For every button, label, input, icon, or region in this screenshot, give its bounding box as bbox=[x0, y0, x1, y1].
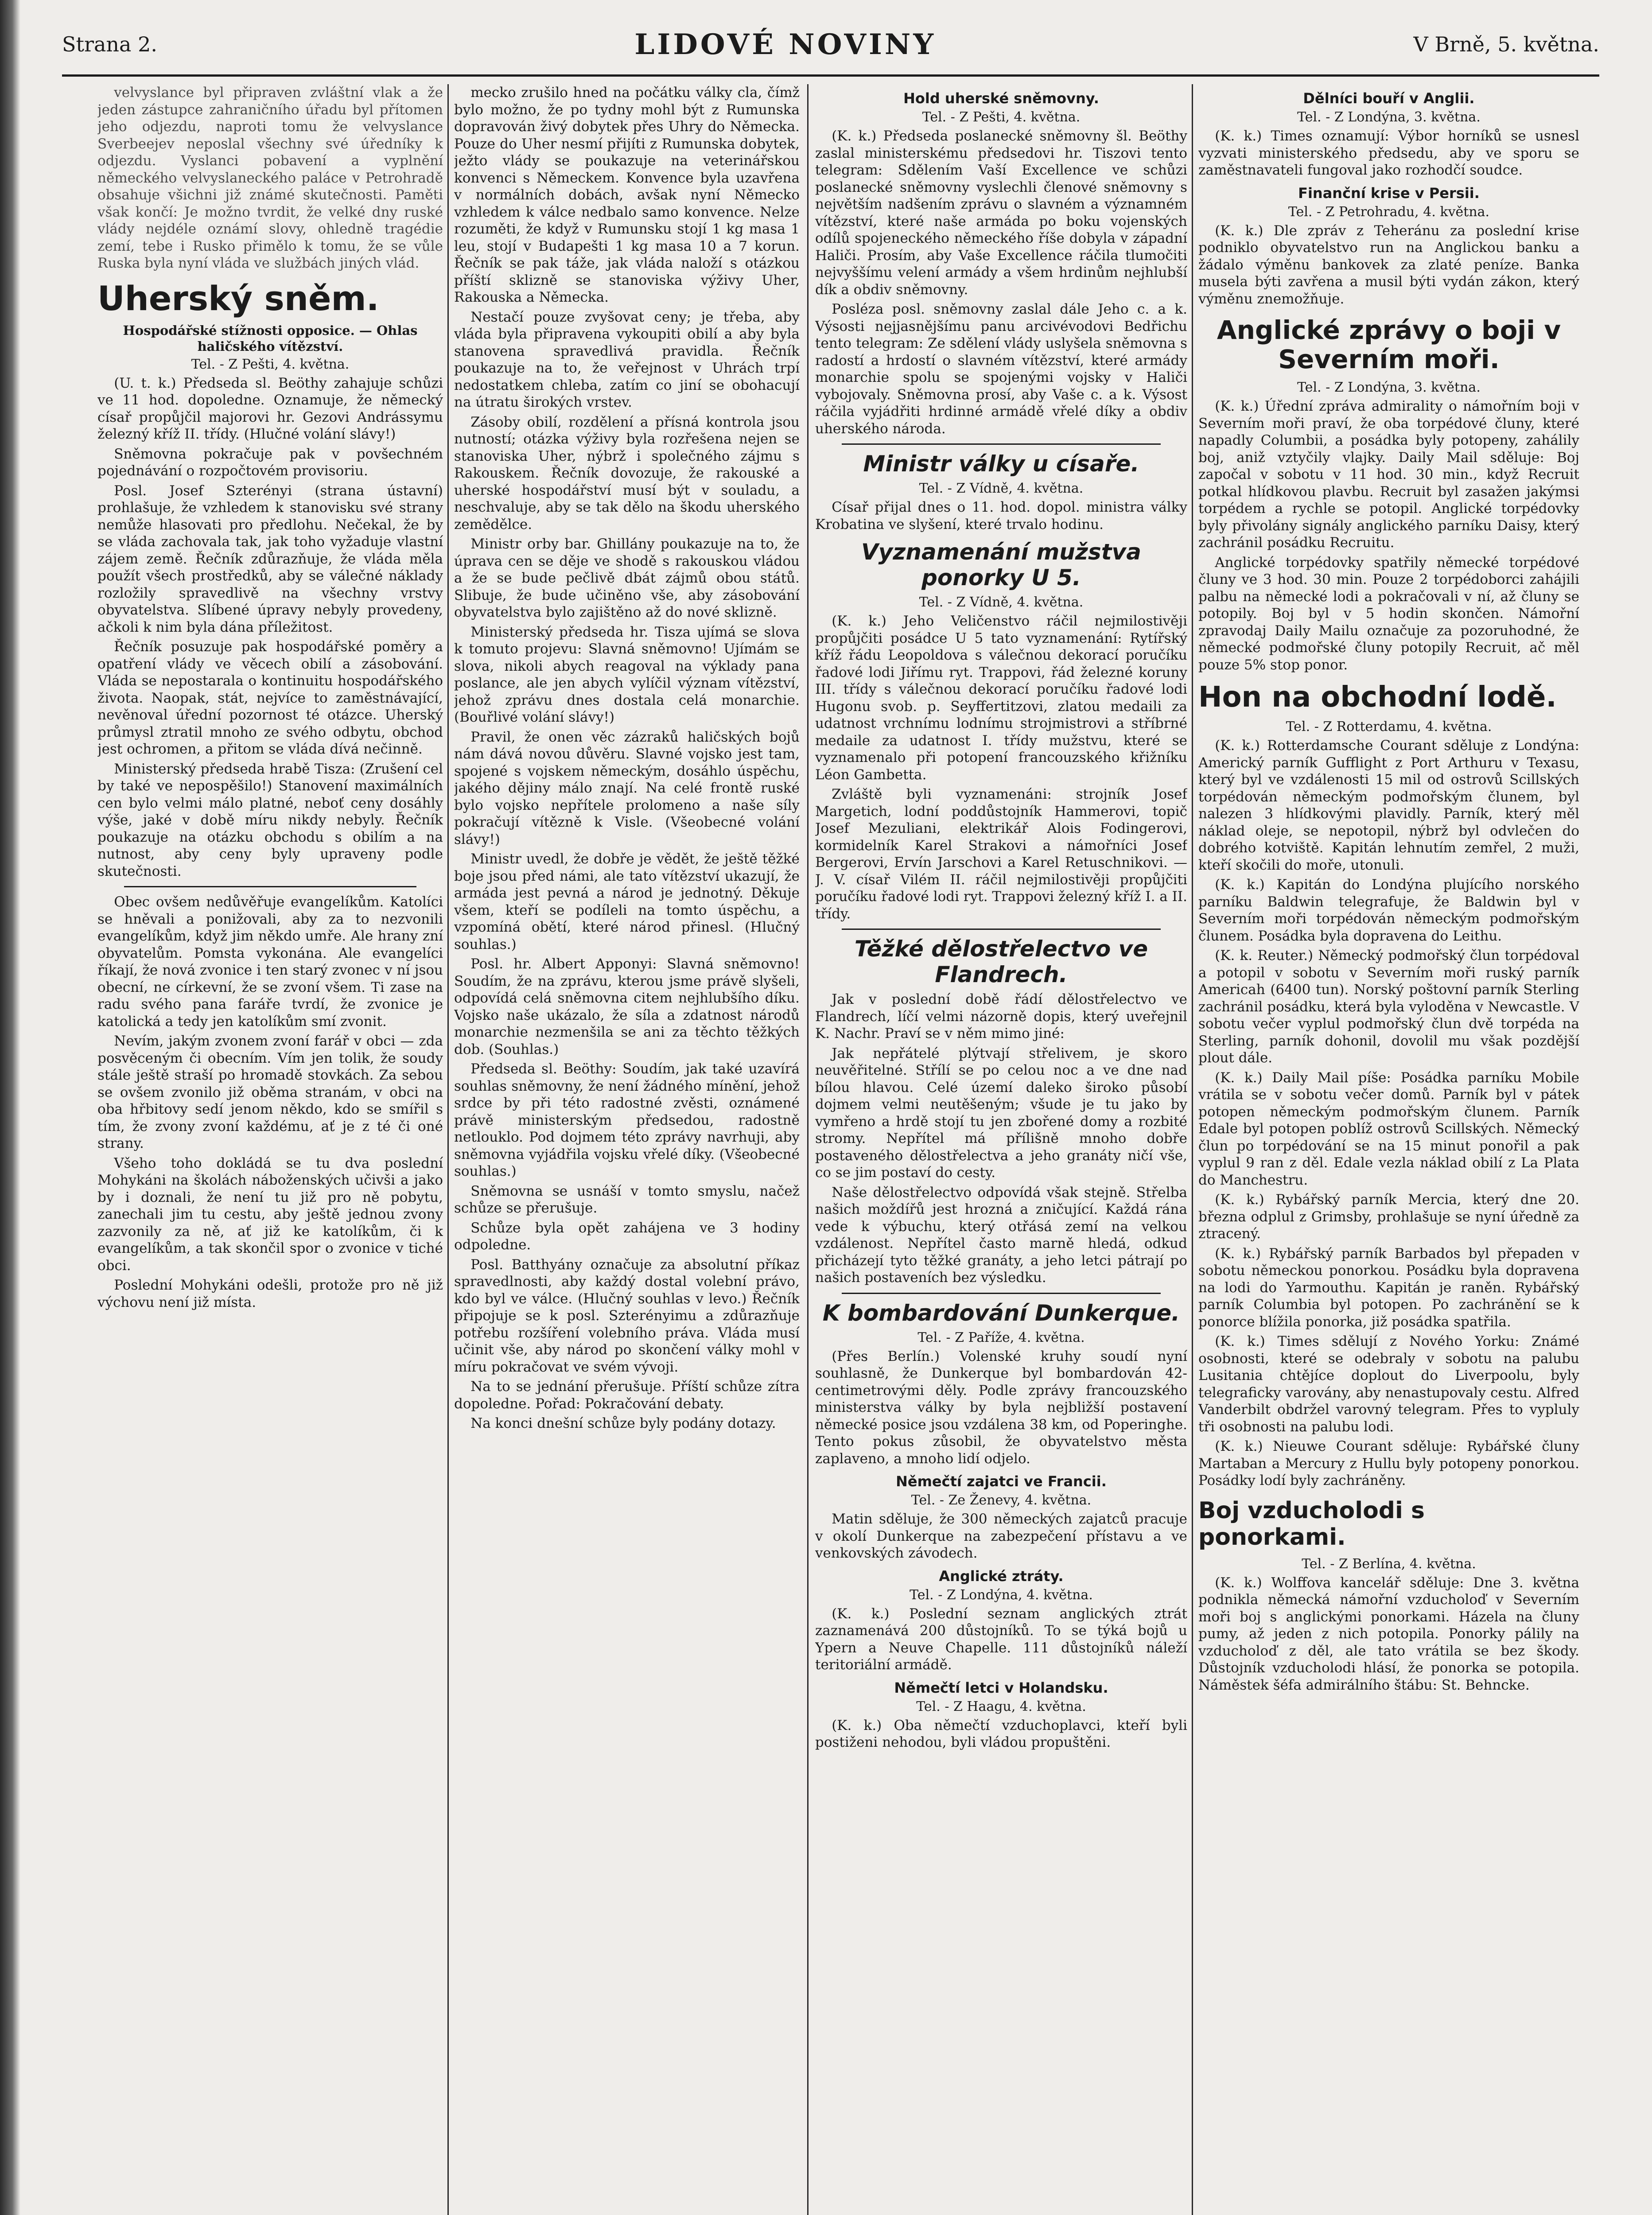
column-1 bbox=[97, 84, 443, 2215]
dateline: Tel. - Z Vídně, 4. května. bbox=[919, 595, 1084, 610]
paragraph: Posl. hr. Albert Apponyi: Slavná sněmovno! Soudím, že na zprávu, kterou jsme právě slyšeli, odpovídá celá sněmovna citem nejhlubšího díku. Vojsko naše ukázalo, že síla a zdatnost národů monarchie nezmenšila se ani za těchto těžkých dob. (Souhlas.) bbox=[454, 956, 800, 1057]
paragraph: (K. k.) Wolffova kancelář sděluje: Dne 3. května podnikla německá námořní vzducholoď v Severním moři boj s anglickými ponorkami. Házela na čluny pumy, až jeden z nich potopila. Ponorky pálily na vzducholoď z děl, ale tato vrátila se bez škody. Důstojník vzducholodi hlásí, že ponorka se potopila. Náměstek šéfa admirálního štábu: St. Behncke. bbox=[1198, 1574, 1579, 1693]
paragraph: (K. k.) Daily Mail píše: Posádka parníku Mobile vrátila se v sobotu večer domů. Parník byl v pátek potopen německým podmořským člunem. Parník Edale byl potopen poblíž ostrovů Scillských. Německý člun po torpédování se na 15 minut ponořil a pak vyplul 9 ran z děl. Edale vezla náklad obilí z La Plata do Manchestru. bbox=[1198, 1069, 1579, 1188]
article-separator bbox=[842, 443, 1161, 445]
paragraph: (Přes Berlín.) Volenské kruhy soudí nyní souhlasně, že Dunkerque byl bombardován 42-centimetrovými děly. Podle zprávy francouzského ministerstva války by byla nejbližší postavení německé posice jsou vzdálena 38 km, od Poperinghe. Tento pokus zůsobil, že obyvatelstvo města zaplaveno, a mnoho lidí odjelo. bbox=[815, 1348, 1187, 1467]
paragraph: Ministerský předseda hrabě Tisza: (Zrušení cel by také ve nepospěšilo!) Stanovení maximálních cen bylo velmi málo platné, neboť ceny dosáhly výše, jaké v době míru nikdy nebyly. Řečník poukazuje na otázku obchodu s obilím a na nutnost, aby ceny byly upraveny podle skutečnosti. bbox=[97, 761, 443, 879]
paragraph: (K. k.) Předseda poslanecké sněmovny šl. Beöthy zaslal ministerskému předsedovi hr. Tiszovi tento telegram: Sdělením Vaší Excellence ve schůzi poslanecké sněmovny vyslechli členové sněmovny s největším nadšením zprávu o slavném a významném vítězství, které naše armáda po boku vojenských odílů spojeneckého německého říše dobyla v západní Haliči. Prosím, aby Vaše Excellence ráčila tlumočiti nejvyššímu velení armády a všem hrdinům nejhlubší dík a obdiv sněmovny. bbox=[815, 128, 1187, 298]
paragraph: Poslední Mohykáni odešli, protože pro ně již výchovu není již místa. bbox=[97, 1277, 443, 1310]
dateline: Tel. - Z Londýna, 3. května. bbox=[1297, 380, 1481, 395]
section-title: Němečtí zajatci ve Francii. bbox=[896, 1473, 1107, 1490]
paragraph: (K. k.) Poslední seznam anglických ztrát zaznamenává 200 důstojníků. To se týká bojů u Ypern a Neuve Chapelle. 111 důstojníků náleží teritoriální armádě. bbox=[815, 1605, 1187, 1673]
paragraph: Nevím, jakým zvonem zvoní farář v obci — zda posvěceným či obecním. Vím jen tolik, že soudy stále ještě straší po hromadě stovkách. Za sebou se ovšem zvonilo již oběma stranám, v obci na oba hřbitovy sedí jenom někdo, kdo se smířil s tím, že zvony zvoní každému, ať je z té či oné strany. bbox=[97, 1033, 443, 1151]
paragraph: Matin sděluje, že 300 německých zajatců pracuje v okolí Dunkerque na zabezpečení přístavu a ve venkovských závodech. bbox=[815, 1511, 1187, 1561]
paragraph: Ministr orby bar. Ghillány poukazuje na to, že úprava cen se děje ve shodě s rakouskou vládou a že se bude pečlivě dbát zájmů obou států. Slibuje, že bude učiněno vše, aby zásobování obyvatelstva bylo zajištěno až do nové sklizně. bbox=[454, 536, 800, 620]
paragraph: Předseda sl. Beöthy: Soudím, jak také uzavírá souhlas sněmovny, že není žádného mínění, jehož srdce by při této radostné zvěsti, oznámené právě ministerským předsedou, radostně netlouklo. Pod dojmem této zprávy navrhuji, aby sněmovna vyjádřila vojsku vřelé díky. (Všeobecné souhlas.) bbox=[454, 1061, 800, 1179]
subheadline: Hospodářské stížnosti opposice. — Ohlas haličského vítězství. bbox=[123, 323, 418, 354]
section-title: Boj vzducholodi s ponorkami. bbox=[1198, 1497, 1425, 1550]
column-3 bbox=[815, 84, 1187, 2215]
dateline: Tel. - Ze Ženevy, 4. května. bbox=[911, 1492, 1092, 1508]
paragraph: Císař přijal dnes o 11. hod. dopol. ministra války Krobatina ve slyšení, které trvalo hodinu. bbox=[815, 499, 1187, 532]
section-title: Ministr války u císaře. bbox=[863, 451, 1139, 477]
section-title: Němečtí letci v Holandsku. bbox=[894, 1679, 1108, 1696]
paragraph: (K. k.) Oba němečtí vzduchoplavci, kteří byli postiženi nehodou, byli vládou propuštěni. bbox=[815, 1717, 1187, 1750]
paragraph: (K. k.) Rybářský parník Barbados byl přepaden v sobotu německou ponorkou. Posádku byla dopravena na lodi do Yarmouthu. Kapitán je raněn. Rybářský parník Columbia byl potopen. Po zachránění se k ponorce blížila ponorka, již posádka spatřila. bbox=[1198, 1245, 1579, 1330]
paragraph: Jak v poslední době řádí dělostřelectvo ve Flandrech, líčí velmi názorně dopis, který uveřejnil K. Nachr. Praví se v něm mimo jiné: bbox=[815, 991, 1187, 1041]
paragraph: (U. t. k.) Předseda sl. Beöthy zahajuje schůzi ve 11 hod. dopoledne. Oznamuje, že německý císař propůjčil majorovi hr. Gezovi Andrássymu železný kříž II. třídy. (Hlučné volání slávy!) bbox=[97, 375, 443, 442]
section-title: Hold uherské sněmovny. bbox=[903, 90, 1099, 107]
section-title: Anglické zprávy o boji v Severním moři. bbox=[1217, 315, 1561, 374]
section-title: Dělníci bouří v Anglii. bbox=[1303, 90, 1475, 107]
paragraph: Jak nepřátelé plýtvají střelivem, je skoro neuvěřitelné. Střílí se po celou noc a ve dne nad bílou hlavou. Celé území daleko široko působí dojmem velmi neutěšeným; všude je tu jako by vymřeno a hrdě stojí tu jen zbořené domy a rozbité stromy. Nepřítel má přílišně mnoho dobře postaveného dělostřelectva a jeho granáty ničí vše, co se jim postaví do cesty. bbox=[815, 1045, 1187, 1181]
paragraph: Naše dělostřelectvo odpovídá však stejně. Střelba našich moždířů jest hrozná a zničující. Každá rána vede k výbuchu, který otřásá zemí na velkou vzdálenost. Nepřítel často marně hledá, odkud přicházejí tyto těžké granáty, a jeho letci pátrají po našich postaveních bez výsledku. bbox=[815, 1184, 1187, 1286]
paragraph: Všeho toho dokládá se tu dva poslední Mohykáni na školách náboženských učivši a jako by i doznali, že není tu již pro ně pobytu, zanechali jim tu cestu, aby ještě jednou zvony zazvonily za ně, ať již ke katolíkům, či k evangelíkům, a tak skončil spor o zvonice v tiché obci. bbox=[97, 1155, 443, 1274]
paragraph: (K. k.) Rybářský parník Mercia, který dne 20. března odplul z Grimsby, prohlašuje se nyní úředně za ztracený. bbox=[1198, 1192, 1579, 1242]
section-title: Hon na obchodní lodě. bbox=[1198, 681, 1557, 714]
paragraph: (K. k. Reuter.) Německý podmořský člun torpédoval a potopil v sobotu v Severním moři ruský parník Americah (6400 tun). Norský poštovní parník Sterling zachránil posádku, která byla vyloděna v Newcastle. V sobotu večer vyplul podmořský člun dvě torpéda na Sterling, parník dohonil, dovolil mu však pozdější plout dále. bbox=[1198, 948, 1579, 1066]
dateline: Tel. - Z Londýna, 4. května. bbox=[910, 1587, 1093, 1603]
dateline: Tel. - Z Pešti, 4. května. bbox=[191, 356, 350, 372]
paragraph: (K. k.) Dle zpráv z Teheránu za poslední krise podniklo obyvatelstvo run na Anglickou banku a žádalo výměnu bankovek za zlaté peníze. Banka musela býti zavřena a musil býti vydán zákon, který výměnu znemožňuje. bbox=[1198, 222, 1579, 307]
paragraph: Ministerský předseda hr. Tisza ujímá se slova k tomuto projevu: Slavná sněmovno! Ujímám se slova, nikoli abych reagoval na výklady pana poslance, ale jen abych vylíčil význam vítězství, jehož zprávu dnes dostala celá monarchie. (Bouřlivé volání slávy!) bbox=[454, 624, 800, 725]
column-2 bbox=[454, 84, 800, 2215]
paragraph: Posl. Josef Szterényi (strana ústavní) prohlašuje, že vzhledem k stanovisku své strany nemůže hlasovati pro předlohu. Nečekal, že by se vláda zachovala tak, jak toho vyžaduje vlastní zájem země. Řečník zdůrazňuje, že vláda měla použít všech prostředků, aby se válečné náklady rozložily spravedlivě na všechny vrstvy obyvatelstva. Slíbené úpravy nebyly provedeny, ačkoli k nim byla dána příležitost. bbox=[97, 482, 443, 635]
dateline: Tel. - Z Pešti, 4. května. bbox=[922, 109, 1081, 125]
column-divider bbox=[447, 84, 449, 2215]
dateline: Tel. - Z Paříže, 4. května. bbox=[917, 1329, 1085, 1345]
paragraph: Zásoby obilí, rozdělení a přísná kontrola jsou nutností; otázka výživy byla rozřešena nejen se stanoviska Uher, nýbrž i společného zájmu s Rakouskem. Řečník dovozuje, že rakouské a uherské hospodářství musí být v souladu, a neschvaluje, aby se tak dělo na škodu uherského zemědělce. bbox=[454, 414, 800, 532]
paragraph: (K. k.) Times sdělují z Nového Yorku: Známé osobnosti, které se odebraly v sobotu na palubu Lusitania chtějíce doplout do Liverpoolu, byly telegraficky varovány, aby nenastupovaly cestu. Alfred Vanderbilt obdržel varovný telegram. Přes to vypluly tři osobnosti na palubu lodi. bbox=[1198, 1333, 1579, 1435]
paragraph: Na to se jednání přerušuje. Příští schůze zítra dopoledne. Pořad: Pokračování debaty. bbox=[454, 1379, 800, 1412]
page-binding-edge bbox=[0, 0, 20, 2215]
paragraph: Sněmovna pokračuje pak v povšechném pojednávání o rozpočtovém provisoriu. bbox=[97, 446, 443, 479]
paragraph: (K. k.) Rotterdamsche Courant sděluje z Londýna: Americký parník Gufflight z Port Arthuru v Texasu, který byl ve vzdálenosti 15 mil od ostrovů Scillských torpédován německým podmořským člunem, byl nalezen 3 hlídkovými plavidly. Parník, který měl náklad oleje, se nepotopil, nýbrž byl odvlečen do dobrého kotviště. Kapitán lehnutím zemřel, 2 muži, kteří skočili do moře, utonuli. bbox=[1198, 738, 1579, 873]
paragraph: Řečník posuzuje pak hospodářské poměry a opatření vlády ve věcech obilí a zásobování. Vláda se nepostarala o kontinuitu hospodářského života. Naopak, stát, nejvíce to zaměstnávající, nevěnoval úřední pozornost té otázce. Uherský průmysl ztratil mnoho ze svého odbytu, obchod jest ochromen, a přitom se vláda dívá nečinně. bbox=[97, 639, 443, 757]
dateline: Tel. - Z Londýna, 3. května. bbox=[1297, 109, 1481, 125]
section-title: Vyznamenání mužstva ponorky U 5. bbox=[861, 539, 1141, 591]
paragraph: (K. k.) Times oznamují: Výbor horníků se usnesl vyzvati ministerského předsedu, aby ve sporu se zaměstnavateli fungoval jako rozhodčí soudce. bbox=[1198, 128, 1579, 178]
paragraph: Zvláště byli vyznamenáni: strojník Josef Margetich, lodní poddůstojník Hammerovi, topič Josef Mezuliani, elektrikář Alois Fodingerovi, kormidelník Karel Strakovi a námořníci Josef Bergerovi, Ervín Jarschovi a Karel Retuschnikovi. — J. V. císař Vilém II. ráčil nejmilostivěji propůjčiti poručíku řadové lodi ryt. Trappovi železný kříž I. a II. třídy. bbox=[815, 786, 1187, 922]
article-separator bbox=[842, 929, 1161, 930]
headline-uhersky-snem: Uherský sněm. bbox=[97, 278, 379, 318]
paragraph: Pravil, že onen věc zázraků haličských bojů nám dává novou důvěru. Slavné vojsko jest tam, spojené s vojskem německým, dosáhlo úspěchu, jakého dějiny málo znají. Na celé frontě ruské bylo vojsko nepřítele prolomeno a naše síly pokračují vítězně k Visle. (Všeobecné volání slávy!) bbox=[454, 729, 800, 847]
article-continuation: velvyslance byl připraven zvláštní vlak a že jeden zástupce zahraničního úřadu byl přítomen jeho odjezdu, naproti tomu že velvyslance Sverbeejev neposlal všechny své úředníky k odjezdu. Vyslanci pobavení a vyplnění německého velvyslaneckého paláce v Petrohradě obsahuje všichni již známé skutečnosti. Paměti však končí: Je možno tvrdit, že velké dny ruské vlády nejdéle oznámí slovy, ohledně tragédie zemí, tebe i Rusko přimělo k tomu, že se vůle Ruska byla nyní vláda ve službách jiných vlád. bbox=[97, 85, 443, 271]
dateline: Tel. - Z Berlína, 4. května. bbox=[1302, 1556, 1476, 1572]
column-divider bbox=[807, 84, 809, 2215]
header-rule bbox=[62, 74, 1599, 77]
page-header bbox=[62, 18, 1599, 71]
dateline: Tel. - Z Vídně, 4. května. bbox=[919, 481, 1084, 496]
paragraph: (K. k.) Nieuwe Courant sděluje: Rybářské čluny Martaban a Mercury z Hullu byly potopeny ponorkou. Posádky lodí byly zachráněny. bbox=[1198, 1438, 1579, 1488]
dateline: Tel. - Z Haagu, 4. května. bbox=[916, 1698, 1086, 1714]
section-title: K bombardování Dunkerque. bbox=[822, 1300, 1180, 1326]
paragraph: mecko zrušilo hned na počátku války cla, čímž bylo možno, že po tydny mohl být z Rumunska dopravován živý dobytek přes Uhry do Německa. Pouze do Uher nesmí přijíti z Rumunska dobytek, ježto vlády se poukazuje na veterinářskou konvenci s Německem. Konvence byla uzavřena v normálních dobách, avšak nyní Německo vzhledem k válce nedbalo samo konvence. Nelze rozuměti, že když v Rumunsku stojí 1 kg masa 1 leu, stojí v Budapešti 1 kg masa 10 a 7 korun. Řečník se pak táže, jak vláda naloží s otázkou příští sklizně se stanoviska výživy Uher, Rakouska a Německa. bbox=[454, 85, 800, 305]
article-separator bbox=[842, 1293, 1161, 1294]
dateline: Tel. - Z Petrohradu, 4. května. bbox=[1288, 204, 1490, 220]
article-separator bbox=[124, 886, 416, 887]
page-number: Strana 2. bbox=[62, 32, 157, 56]
article-body bbox=[97, 894, 443, 1311]
paragraph: Posl. Batthyány označuje za absolutní příkaz spravedlnosti, aby každý dostal volební právo, kdo byl ve válce. (Hlučný souhlas v levo.) Řečník připojuje se k posl. Szterényimu a zdůrazňuje potřebu rozšíření volebního práva. Vláda musí učinit vše, aby národ po skončení války mohl v míru pokračovat ve svém vývoji. bbox=[454, 1256, 800, 1375]
section-title: Finanční krise v Persii. bbox=[1298, 184, 1480, 202]
paragraph: Obec ovšem nedůvěřuje evangelíkům. Katolíci se hněvali a ponižovali, aby za to nezvonili evangelíkům, když jim někdo umře. Ale hrany zní obyvatelům. Pomsta vykonána. Ale evangelíci říkají, že nová zvonice i ten starý zvonec v ní jsou obecní, ne církevní, že se zvoní všem. Ti zase na radu svého pana faráře tvrdí, že zvonice je katolická a tedy jen katolíkům smí zvonit. bbox=[97, 894, 443, 1030]
paragraph: (K. k.) Kapitán do Londýna plujícího norského parníku Baldwin telegrafuje, že Baldwin byl v Severním moři torpédován německým podmořským člunem. Posádka byla dopravena do Leithu. bbox=[1198, 877, 1579, 944]
column-divider bbox=[1192, 84, 1193, 2215]
paragraph: Ministr uvedl, že dobře je vědět, že ještě těžké boje jsou před námi, ale tato vítězství ukazují, že armáda jest pevná a národ je jednotný. Děkuje všem, kteří se podíleli na tomto úspěchu, a vzpomíná obětí, které národ přinesl. (Hlučný souhlas.) bbox=[454, 851, 800, 952]
article-body bbox=[97, 375, 443, 880]
paragraph: Schůze byla opět zahájena ve 3 hodiny odpoledne. bbox=[454, 1220, 800, 1253]
paragraph: Na konci dnešní schůze byly podány dotazy. bbox=[470, 1415, 776, 1431]
masthead: LIDOVÉ NOVINY bbox=[634, 27, 937, 61]
paragraph: Posléza posl. sněmovny zaslal dále Jeho c. a k. Výsosti nejjasnějšímu panu arcivévodovi Bedřichu tento telegram: Ze sdělení vlády uslyšela sněmovna s radostí a hrdostí o slavném vítězství, které armády monarchie spolu se spojenými vojsky v Haliči vybojovaly. Sněmovna prosí, aby Vaše c. a k. Výsost ráčila vyjádřiti hrdinné armádě vřelé díky a obdiv uherského národa. bbox=[815, 301, 1187, 437]
dateline: Tel. - Z Rotterdamu, 4. května. bbox=[1286, 719, 1492, 734]
paragraph: Sněmovna se usnáší v tomto smyslu, načež schůze se přerušuje. bbox=[454, 1183, 800, 1216]
section-title: Anglické ztráty. bbox=[939, 1567, 1064, 1585]
paragraph: Nestačí pouze zvyšovat ceny; je třeba, aby vláda byla připravena vykoupiti obilí a aby byla stanovena spravedlivá pravidla. Řečník poukazuje na to, že veřejnost v Uhrách trpí nedostatkem chleba, zatím co jiní se obohacují na útratu širokých vrstev. bbox=[454, 309, 800, 410]
paragraph: Anglické torpédovky spatřily německé torpédové čluny ve 3 hod. 30 min. Pouze 2 torpédoborci zahájili palbu na německé lodi a pokračovali v ní, až čluny se potopily. Boj byl v 5 hodin skončen. Námořní zpravodaj Daily Mailu označuje za pozoruhodné, že německé podmořské čluny potopily Recruit, ač měl pouze 5% stop ponor. bbox=[1198, 554, 1579, 673]
paragraph: (K. k.) Úřední zpráva admirality o námořním boji v Severním moři praví, že oba torpédové čluny, které napadly Columbii, a posádka byly potopeny, zahálily boj, aniž vztyčily vlajky. Daily Mail sděluje: Boj započal v sobotu v 11 hod. 30 min., když Recruit potkal hlídkovou plavbu. Recruit byl zasažen jakýmsi torpédem a rychle se potopil. Anglické torpédovky byly přivolány signály anglického parníku Daisy, který zachránil posádku Recruitu. bbox=[1198, 398, 1579, 551]
section-title: Těžké dělostřelectvo ve Flandrech. bbox=[854, 936, 1148, 987]
place-date: V Brně, 5. května. bbox=[1413, 32, 1599, 56]
column-4 bbox=[1198, 84, 1579, 2215]
paragraph: (K. k.) Jeho Veličenstvo ráčil nejmilostivěji propůjčiti posádce U 5 tato vyznamenání: Rytířský kříž řádu Leopoldova s válečnou dekorací poručíku řadové lodi Jiřímu ryt. Trappovi, řád železné koruny III. třídy s válečnou dekorací poručíku řadové lodi Hugonu svob. p. Seyffertitzovi, zlatou medaili za udatnost vrchnímu lodnímu strojmistrovi a stříbrné medaile za udatnost I. třídy mužstvu, které se vyznamenalo při potopení francouzského křižníku Léon Gambetta. bbox=[815, 613, 1187, 783]
